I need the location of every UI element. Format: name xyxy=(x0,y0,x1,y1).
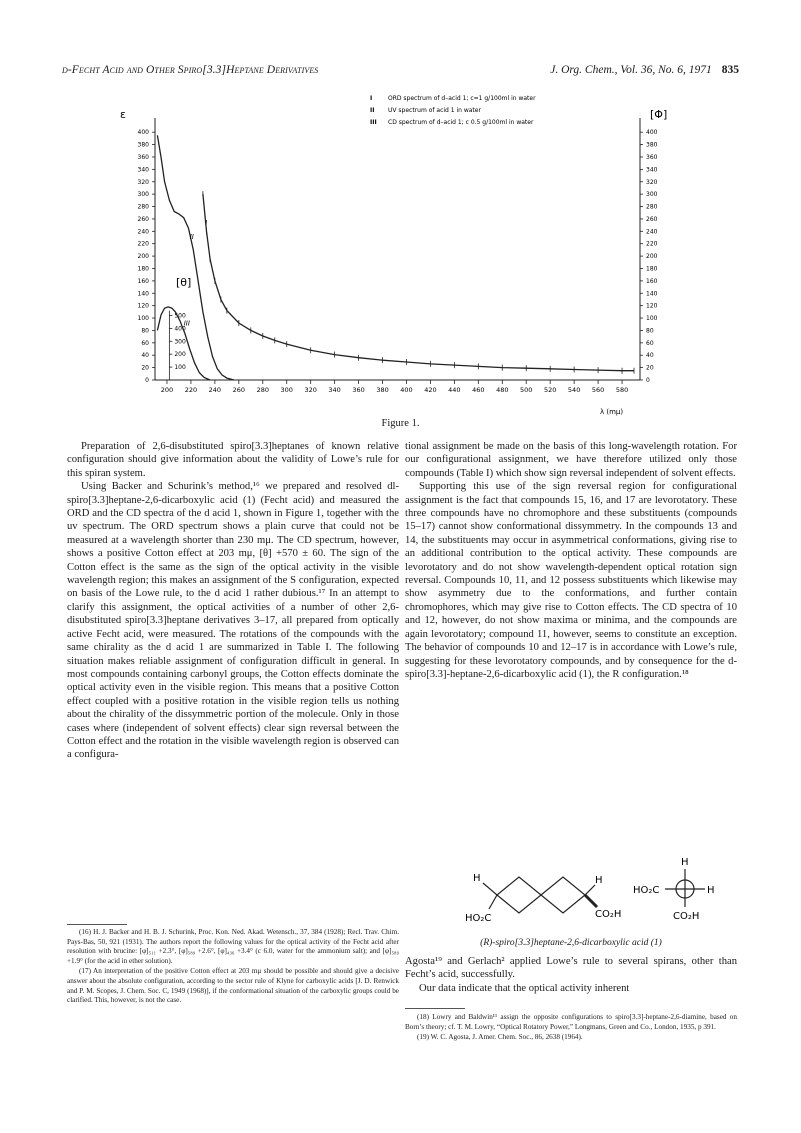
paragraph: tional assignment be made on the basis of this long-wavelength rotation. For our configurational assignment, we have therefore utilized only those compounds (Table I) which show sign reversal independent of solvent effects. xyxy=(405,441,737,479)
right-y-tick-label: 100 xyxy=(646,315,658,323)
right-y-tick-label: 200 xyxy=(646,253,658,261)
x-tick-label: 380 xyxy=(376,386,389,394)
right-y-tick-label: 20 xyxy=(646,364,654,372)
struct-h-left: H xyxy=(473,873,481,884)
legend-entry: UV spectrum of acid 1 in water xyxy=(388,107,481,114)
x-tick-label: 360 xyxy=(352,386,365,394)
left-y-tick-label: 140 xyxy=(137,290,149,298)
theta-tick-label: 500 xyxy=(174,312,186,320)
right-y-tick-label: 260 xyxy=(646,215,658,223)
newman-h-top: H xyxy=(681,857,689,868)
curve-label-II: II xyxy=(189,232,194,241)
legend-roman-numeral: III xyxy=(370,119,377,126)
footnote: (18) Lowry and Baldwin¹¹ assign the opposite configurations to spiro[3.3]-heptane-2,6-diamine, based on Born’s theory; cf. T. M. Lowry, “Optical Rotatory Power,” Longmans, Green and Co., London, 1935, p 391. xyxy=(405,1013,737,1031)
paragraph: Preparation of 2,6-disubstituted spiro[3.3]heptanes of known relative configuration should give information about the validity of Lowe’s rule for this spiran system. xyxy=(67,441,399,479)
journal-citation: J. Org. Chem., Vol. 36, No. 6, 1971 xyxy=(550,64,712,76)
left-y-tick-label: 20 xyxy=(141,364,149,372)
right-y-tick-label: 300 xyxy=(646,191,658,199)
paragraph: Supporting this use of the sign reversal region for configurational assignment is the fact that compounds 15, 16, and 17 are levorotatory. These three compounds have no chromophore and these substituents (compounds 15–17) cannot show conformational dissymmetry. In the compounds 13 and 14, the substituents may occur in asymmetrical conformations, giving rise to an additional contribution to the optical activity. These compounds are levorotatory and do not show wavelength-dependent optical rotation sign reversal. Compounds 10, 11, and 12 possess substituents which likewise may show asymmetry due to the conformations, and further contain chromophores, which may give rise to Cotton effects. The CD spectra of 10 and 12, however, do not show maxima or minima, and the compounds are again levorotatory; compound 11, however, seems to constitute an exception. The behavior of compounds 10 and 12–17 is in accordance with Lowe’s rule, suggesting for these levorotatory compounds, and by consequence for the d-spiro[3.3]-heptane-2,6-dicarboxylic acid (1), the R configuration.¹⁸ xyxy=(405,481,737,680)
left-y-tick-label: 220 xyxy=(137,240,149,248)
x-tick-label: 580 xyxy=(615,386,629,394)
x-axis-label: λ (mμ) xyxy=(600,408,624,416)
struct-h-right: H xyxy=(595,875,603,886)
series-I-line xyxy=(203,194,634,371)
chart-legend xyxy=(370,95,536,126)
right-y-tick-label: 380 xyxy=(646,141,658,149)
paragraph: Agosta¹⁹ and Gerlach² applied Lowe’s rule to several spirans, other than Fecht’s acid, successfully. xyxy=(405,956,737,981)
legend-roman-numeral: II xyxy=(370,107,375,114)
series-II-line xyxy=(157,135,234,380)
right-y-tick-label: 160 xyxy=(646,277,658,285)
newman-h-right: H xyxy=(707,885,715,896)
left-y-tick-label: 120 xyxy=(137,302,149,310)
x-tick-label: 560 xyxy=(591,386,605,394)
left-y-tick-label: 200 xyxy=(137,253,149,261)
left-y-tick-label: 340 xyxy=(137,166,149,174)
x-tick-label: 320 xyxy=(304,386,317,394)
x-tick-label: 480 xyxy=(496,386,509,394)
running-title: d-Fecht Acid and Other Spiro[3.3]Heptane Derivatives xyxy=(62,64,319,76)
chart-curves xyxy=(157,135,634,380)
right-y-tick-label: 0 xyxy=(646,377,650,384)
structure-caption: (R)-spiro[3.3]heptane-2,6-dicarboxylic acid (1) xyxy=(480,938,662,948)
left-y-tick-label: 280 xyxy=(137,203,149,211)
continuation-text xyxy=(405,955,737,995)
legend-entry: CD spectrum of d–acid 1; c 0.5 g/100ml in water xyxy=(388,119,534,126)
left-text-column xyxy=(67,440,399,762)
right-y-tick-label: 240 xyxy=(646,228,658,236)
footnote: (19) W. C. Agosta, J. Amer. Chem. Soc., 86, 2638 (1964). xyxy=(417,1033,583,1042)
curve-label-I: I xyxy=(205,219,208,228)
x-tick-label: 200 xyxy=(160,386,174,394)
left-y-tick-label: 320 xyxy=(137,178,149,186)
right-y-tick-label: 280 xyxy=(646,203,658,211)
right-y-tick-label: 220 xyxy=(646,240,658,248)
paragraph: Using Backer and Schurink’s method,¹⁶ we prepared and resolved dl-spiro[3.3]heptane-2,6-dicarboxylic acid (1) (Fecht acid) and measured the ORD and the CD spectra of the d acid 1, shown in Figure 1, together with the uv spectrum. The ORD spectrum shows a plain curve that could not be measured at a wavelength shorter than 230 mμ. The CD spectrum, however, shows a positive Cotton effect at 203 mμ, [θ] +570 ± 60. The sign of the Cotton effect is the same as the sign of the optical activity in the visible wavelength region; this makes an assignment of the S configuration, expected on basis of the Lowe rule, to the d acid 1 rather dubious.¹⁷ In an attempt to clarify this assignment, the optical activities of a number of other 2,6-disubstituted spiro[3.3]heptane derivatives 3–17, all prepared from optically active Fecht acid, were measured. The rotations of the compounds with the same chirality as the d acid 1 are summarized in Table I. The following situation makes reliable assignment of configuration difficult in general. In most compounds containing carbonyl groups, the Cotton effects dominate the optical activity even in the visible region. This means that a positive Cotton effect coupled with a positive rotation in the visible region tells us nothing about the chirality of the dissymmetric portion of the molecule. Only in those cases where (independent of solvent effects) clear sign reversal between the Cotton effect and the rotation in the visible wavelength region is observed can a configura- xyxy=(67,481,399,761)
right-y-tick-label: 340 xyxy=(646,166,658,174)
left-y-tick-label: 0 xyxy=(145,377,149,384)
x-tick-label: 280 xyxy=(256,386,269,394)
paragraph: Our data indicate that the optical activity inherent xyxy=(419,982,630,994)
chart-axes xyxy=(138,118,658,394)
theta-axis-symbol: [θ] xyxy=(176,276,192,289)
right-text-column xyxy=(405,440,737,681)
theta-tick-label: 200 xyxy=(174,351,186,359)
x-tick-label: 540 xyxy=(567,386,581,394)
footnote: (17) An interpretation of the positive Cotton effect at 203 mμ should be possible and should give a decisive answer about the absolute configuration, according to the sector rule of Klyne for carboxylic acids [J. D. Renwick and P. M. Scopes, J. Chem. Soc. C, 1949 (1968)], if the conformational situation of the carboxylic groups could be clarified. This, however, is not the case. xyxy=(67,967,399,1005)
right-y-tick-label: 60 xyxy=(646,339,654,347)
right-y-tick-label: 120 xyxy=(646,302,658,310)
right-y-tick-label: 40 xyxy=(646,352,654,360)
footnote-rule xyxy=(405,1008,465,1009)
x-tick-label: 340 xyxy=(328,386,341,394)
x-tick-label: 440 xyxy=(448,386,461,394)
figure-caption: Figure 1. xyxy=(381,418,420,429)
x-tick-label: 300 xyxy=(280,386,293,394)
left-y-tick-label: 360 xyxy=(137,153,149,161)
left-y-tick-label: 100 xyxy=(137,315,149,323)
right-y-tick-label: 180 xyxy=(646,265,658,273)
figure-1-spectra-chart xyxy=(100,88,720,418)
left-y-tick-label: 380 xyxy=(137,141,149,149)
right-y-tick-label: 80 xyxy=(646,327,654,335)
x-tick-label: 460 xyxy=(472,386,485,394)
theta-tick-label: 400 xyxy=(174,325,186,333)
x-tick-label: 520 xyxy=(543,386,557,394)
theta-tick-label: 100 xyxy=(174,364,186,372)
left-y-tick-label: 40 xyxy=(141,352,149,360)
left-y-tick-label: 400 xyxy=(137,129,149,137)
x-tick-label: 500 xyxy=(520,386,533,394)
left-y-tick-label: 160 xyxy=(137,277,149,285)
x-tick-label: 220 xyxy=(184,386,198,394)
chemical-structure xyxy=(455,855,745,935)
legend-entry: ORD spectrum of d–acid 1; c=1 g/100ml in water xyxy=(388,95,536,102)
struct-ho2c-left: HO₂C xyxy=(465,913,492,924)
x-tick-label: 260 xyxy=(232,386,246,394)
struct-co2h-right: CO₂H xyxy=(595,909,622,920)
right-y-tick-label: 360 xyxy=(646,153,658,161)
left-axis-symbol: ε xyxy=(120,108,126,121)
x-tick-label: 400 xyxy=(400,386,413,394)
left-y-tick-label: 60 xyxy=(141,339,149,347)
left-y-tick-label: 80 xyxy=(141,327,149,335)
curve-label-III: III xyxy=(183,319,190,328)
left-y-tick-label: 240 xyxy=(137,228,149,236)
right-y-tick-label: 140 xyxy=(646,290,658,298)
newman-co2h: CO₂H xyxy=(673,911,700,922)
footnotes-left xyxy=(67,928,399,1007)
legend-roman-numeral: I xyxy=(370,95,373,102)
right-axis-symbol: [Φ] xyxy=(650,108,668,121)
left-y-tick-label: 260 xyxy=(137,215,149,223)
left-y-tick-label: 180 xyxy=(137,265,149,273)
page-number: 835 xyxy=(721,64,739,76)
footnotes-right xyxy=(405,1013,737,1044)
right-y-tick-label: 400 xyxy=(646,129,658,137)
newman-ho2c: HO₂C xyxy=(633,885,660,896)
x-tick-label: 240 xyxy=(208,386,222,394)
journal-reference xyxy=(550,64,739,76)
x-tick-label: 420 xyxy=(424,386,437,394)
right-y-tick-label: 320 xyxy=(646,178,658,186)
footnote: (16) H. J. Backer and H. B. J. Schurink, Proc. Kon. Ned. Akad. Wetensch., 37, 384 (1928); Recl. Trav. Chim. Pays-Bas, 50, 921 (1931). The authors report the following values for the optical activity of the Fecht acid after resolution with brucine: [φ]₅₁₁ +2.3°, [φ]₅₈₉ +2.6°, [φ]₄₃₆ +3.4° (c 6.0, water for the ammonium salt); and [φ]₅₈₉ +1.9° (for the acid in ether solution). xyxy=(67,928,399,965)
theta-tick-label: 300 xyxy=(174,338,186,346)
footnote-rule xyxy=(67,924,127,925)
left-y-tick-label: 300 xyxy=(137,191,149,199)
